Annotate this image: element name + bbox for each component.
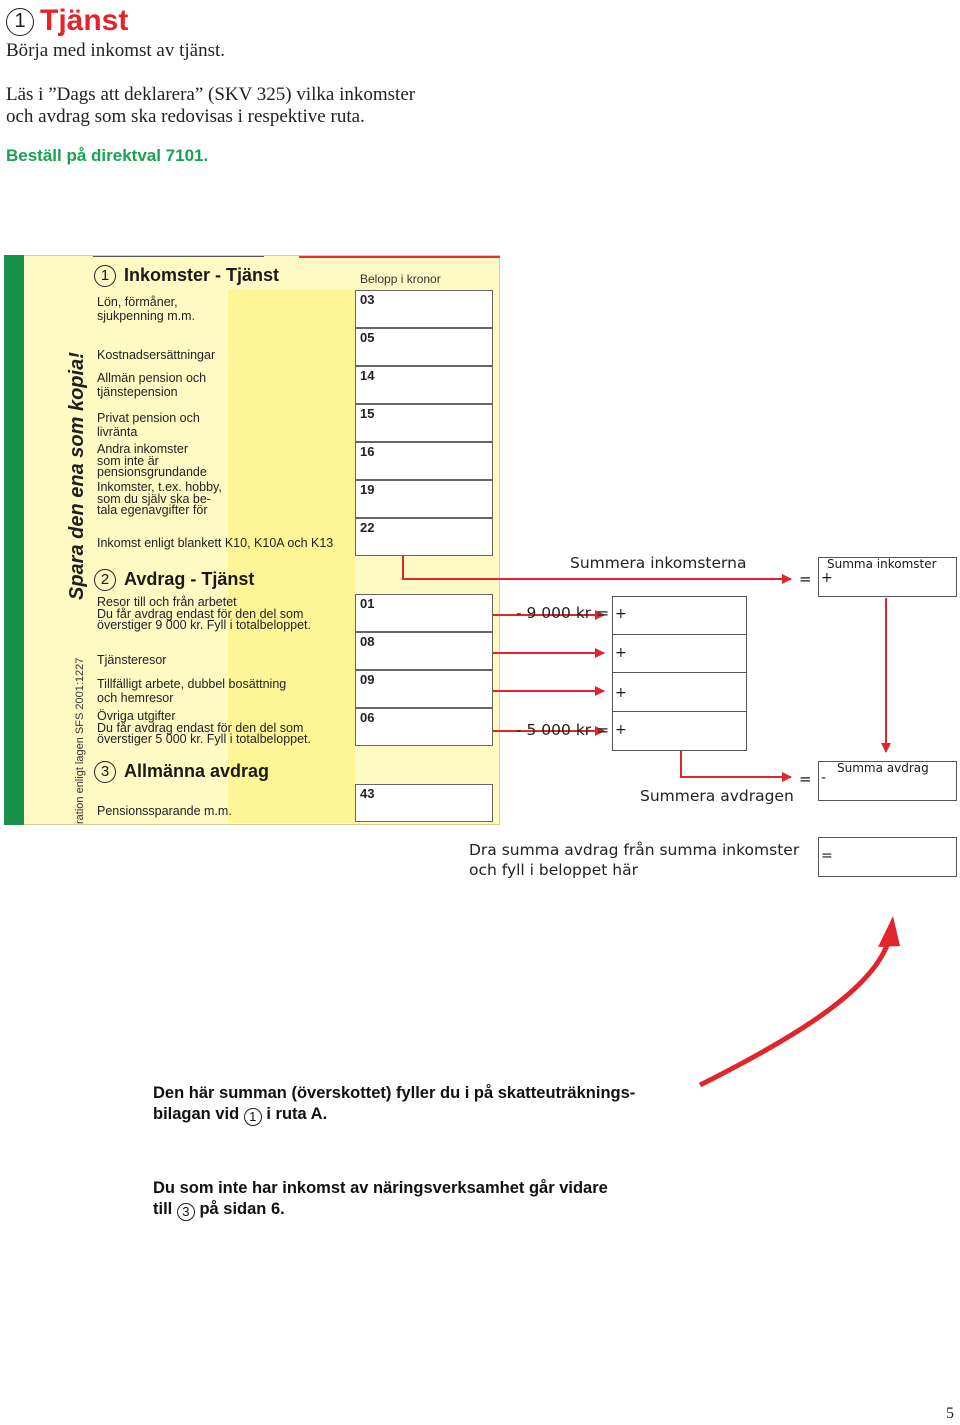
section-3-number: 3 <box>94 761 116 783</box>
deductions-calc-box[interactable] <box>612 596 747 751</box>
code-08: 08 <box>360 634 375 649</box>
code-05: 05 <box>360 330 375 345</box>
page-title-text: Tjänst <box>40 4 129 37</box>
business-note: Du som inte har inkomst av näringsverksamhet går vidare till 3 på sidan 6. <box>153 1179 608 1219</box>
deduct-plus-4: + <box>615 722 627 738</box>
section-2-title: Avdrag - Tjänst <box>124 569 255 589</box>
sum-income-label: Summera inkomsterna <box>570 554 747 572</box>
code-06: 06 <box>360 710 375 725</box>
income-03-label: Lön, förmåner, sjukpenning m.m. <box>97 295 195 323</box>
sum-deductions-minus: - <box>821 770 827 786</box>
surplus-note: Den här summan (överskottet) fyller du i på skatteuträknings- bilagan vid 1 i ruta A. <box>153 1084 636 1124</box>
order-link[interactable]: Beställ på direktval 7101. <box>6 146 209 165</box>
big-curved-arrow <box>700 935 890 1085</box>
result-instruction: Dra summa avdrag från summa inkomster och fyll i beloppet här <box>469 841 800 879</box>
copy-notice: Spara den ena som kopia! <box>66 352 88 600</box>
sum-deductions-box[interactable] <box>818 761 957 801</box>
deduct-5000-label: - 5 000 kr = <box>516 721 610 739</box>
intro-line-2: Läs i ”Dags att deklarera” (SKV 325) vilka inkomster <box>6 84 416 105</box>
note1-circle: 1 <box>244 1108 262 1126</box>
code-14: 14 <box>360 368 375 383</box>
deduct-9000-label: - 9 000 kr = <box>516 604 610 622</box>
income-05-label: Kostnadsersättningar <box>97 348 216 362</box>
result-box[interactable] <box>818 837 957 877</box>
code-15: 15 <box>360 406 375 421</box>
sum-deductions-label: Summera avdragen <box>640 787 794 805</box>
big-curved-arrowhead <box>878 916 900 947</box>
income-14-label: Allmän pension och tjänstepension <box>97 371 207 399</box>
sum-income-plus: + <box>821 570 833 586</box>
deduct-plus-2: + <box>615 645 627 661</box>
note2-circle: 3 <box>177 1203 195 1221</box>
sum-income-box[interactable] <box>818 557 957 597</box>
sum-deductions-arrow <box>681 751 791 777</box>
deduction-09-label: Tillfälligt arbete, dubbel bosättning och hemresor <box>97 677 287 705</box>
sum-deductions-equals: = <box>799 770 812 788</box>
intro-line-1: Börja med inkomst av tjänst. <box>6 40 226 61</box>
code-16: 16 <box>360 444 375 459</box>
legal-notice: ration enligt lagen SFS 2001:1227 <box>74 657 86 824</box>
section-1-number: 1 <box>94 265 116 287</box>
deduction-08-label: Tjänsteresor <box>97 653 167 667</box>
sum-income-box-title: Summa inkomster <box>827 557 937 571</box>
sum-deductions-box-title: Summa avdrag <box>837 761 929 775</box>
result-equals: = <box>821 848 833 864</box>
code-03: 03 <box>360 292 375 307</box>
page-number: 5 <box>946 1405 954 1422</box>
income-19-label: Inkomster, t.ex. hobby, som du själv ska be- tala egenavgifter för <box>97 480 222 517</box>
deduction-01-label: Resor till och från arbetet Du får avdrag endast för den del som överstiger 9 000 kr. Fyll i totalbeloppet. <box>97 595 312 632</box>
code-01: 01 <box>360 596 375 611</box>
amount-header: Belopp i kronor <box>360 272 441 286</box>
general-deduction-43-label: Pensionssparande m.m. <box>97 804 232 818</box>
code-09: 09 <box>360 672 375 687</box>
section-3-title: Allmänna avdrag <box>124 761 270 781</box>
code-19: 19 <box>360 482 375 497</box>
code-43: 43 <box>360 786 375 801</box>
income-15-label: Privat pension och livränta <box>97 411 200 439</box>
deduct-plus-1: + <box>615 606 627 622</box>
section-1-title: Inkomster - Tjänst <box>124 265 280 285</box>
deduction-06-label: Övriga utgifter Du får avdrag endast för den del som överstiger 5 000 kr. Fyll i totalbeloppet. <box>97 709 312 746</box>
section-2-number: 2 <box>94 569 116 591</box>
sum-income-equals: = <box>799 570 812 588</box>
code-22: 22 <box>360 520 375 535</box>
income-16-label: Andra inkomster som inte är pensionsgrundande <box>97 442 207 479</box>
deduct-plus-3: + <box>615 685 627 701</box>
income-22-label: Inkomst enligt blankett K10, K10A och K13 <box>97 536 334 550</box>
section-number-circle: 1 <box>6 8 34 36</box>
intro-line-3: och avdrag som ska redovisas i respektive ruta. <box>6 106 365 127</box>
